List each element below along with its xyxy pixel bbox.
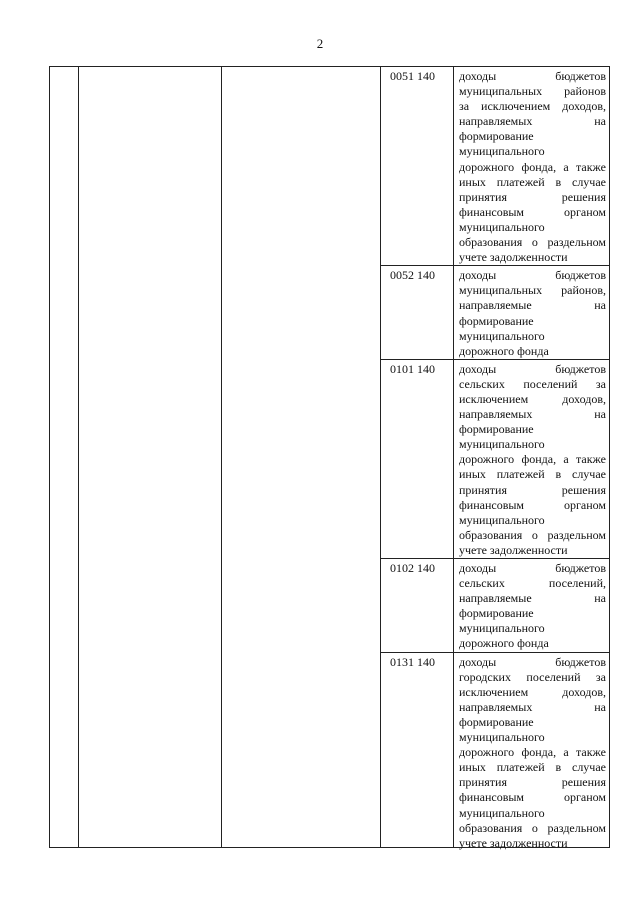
description-line: финансовым органом <box>459 497 606 512</box>
budget-code: 0052 140 <box>390 268 435 283</box>
description-line: исключением доходов, <box>459 684 606 699</box>
description-line: образования о раздельном <box>459 235 606 250</box>
description-line: учете задолженности <box>459 542 568 557</box>
description-line: формирование <box>459 422 534 437</box>
description-line: направляемых на <box>459 114 606 129</box>
description-line: принятия решения <box>459 775 606 790</box>
description-line: муниципального <box>459 328 545 343</box>
description-line: муниципального <box>459 144 545 159</box>
revenue-description <box>453 266 610 359</box>
description-line: доходы бюджетов <box>459 268 606 283</box>
revenue-codes-table <box>49 66 610 848</box>
description-line: формирование <box>459 313 534 328</box>
revenue-description <box>453 360 610 558</box>
table-row <box>380 67 610 266</box>
description-line: формирование <box>459 606 534 621</box>
description-line: принятия решения <box>459 482 606 497</box>
description-line: финансовым органом <box>459 790 606 805</box>
budget-code: 0102 140 <box>390 561 435 575</box>
description-line: дорожного фонда <box>459 636 549 651</box>
description-line: муниципальных районов <box>459 84 606 99</box>
description-line: муниципального <box>459 437 545 452</box>
description-line: муниципального <box>459 621 545 636</box>
budget-code: 0101 140 <box>390 361 435 376</box>
description-line: муниципального <box>459 805 545 820</box>
description-line: направляемые на <box>459 591 606 606</box>
description-line: иных платежей в случае <box>459 760 606 775</box>
description-line: иных платежей в случае <box>459 467 606 482</box>
description-line: за исключением доходов, <box>459 99 606 114</box>
table-row <box>380 360 610 559</box>
description-line: финансовым органом <box>459 204 606 219</box>
column-divider <box>221 67 222 847</box>
description-line: доходы бюджетов <box>459 561 606 575</box>
table-row <box>380 266 610 360</box>
description-line: дорожного фонда, а также <box>459 159 606 174</box>
description-line: муниципального <box>459 730 545 745</box>
description-line: направляемых на <box>459 699 606 714</box>
table-rows <box>380 67 610 851</box>
description-line: образования о раздельном <box>459 820 606 835</box>
description-line: исключением доходов, <box>459 391 606 406</box>
revenue-description <box>453 653 610 851</box>
table-row <box>380 653 610 851</box>
description-line: принятия решения <box>459 189 606 204</box>
description-line: формирование <box>459 714 534 729</box>
description-line: муниципального <box>459 512 545 527</box>
description-line: формирование <box>459 129 534 144</box>
description-line: учете задолженности <box>459 250 568 265</box>
description-line: сельских поселений за <box>459 376 606 391</box>
budget-code: 0131 140 <box>390 654 435 669</box>
description-line: муниципальных районов, <box>459 283 606 298</box>
description-line: муниципального <box>459 219 545 234</box>
description-line: доходы бюджетов <box>459 654 606 669</box>
page-number: 2 <box>316 36 324 51</box>
description-line: учете задолженности <box>459 835 568 850</box>
description-line: иных платежей в случае <box>459 174 606 189</box>
column-divider <box>78 67 79 847</box>
description-line: дорожного фонда <box>459 343 549 358</box>
description-line: доходы бюджетов <box>459 69 606 83</box>
description-line: направляемые на <box>459 298 606 313</box>
description-line: дорожного фонда, а также <box>459 745 606 760</box>
revenue-description <box>453 559 610 652</box>
description-line: дорожного фонда, а также <box>459 452 606 467</box>
description-line: образования о раздельном <box>459 527 606 542</box>
budget-code: 0051 140 <box>390 69 435 83</box>
description-line: направляемых на <box>459 407 606 422</box>
revenue-description <box>453 67 610 265</box>
table-row <box>380 559 610 653</box>
description-line: доходы бюджетов <box>459 361 606 376</box>
description-line: сельских поселений, <box>459 576 606 591</box>
description-line: городских поселений за <box>459 669 606 684</box>
